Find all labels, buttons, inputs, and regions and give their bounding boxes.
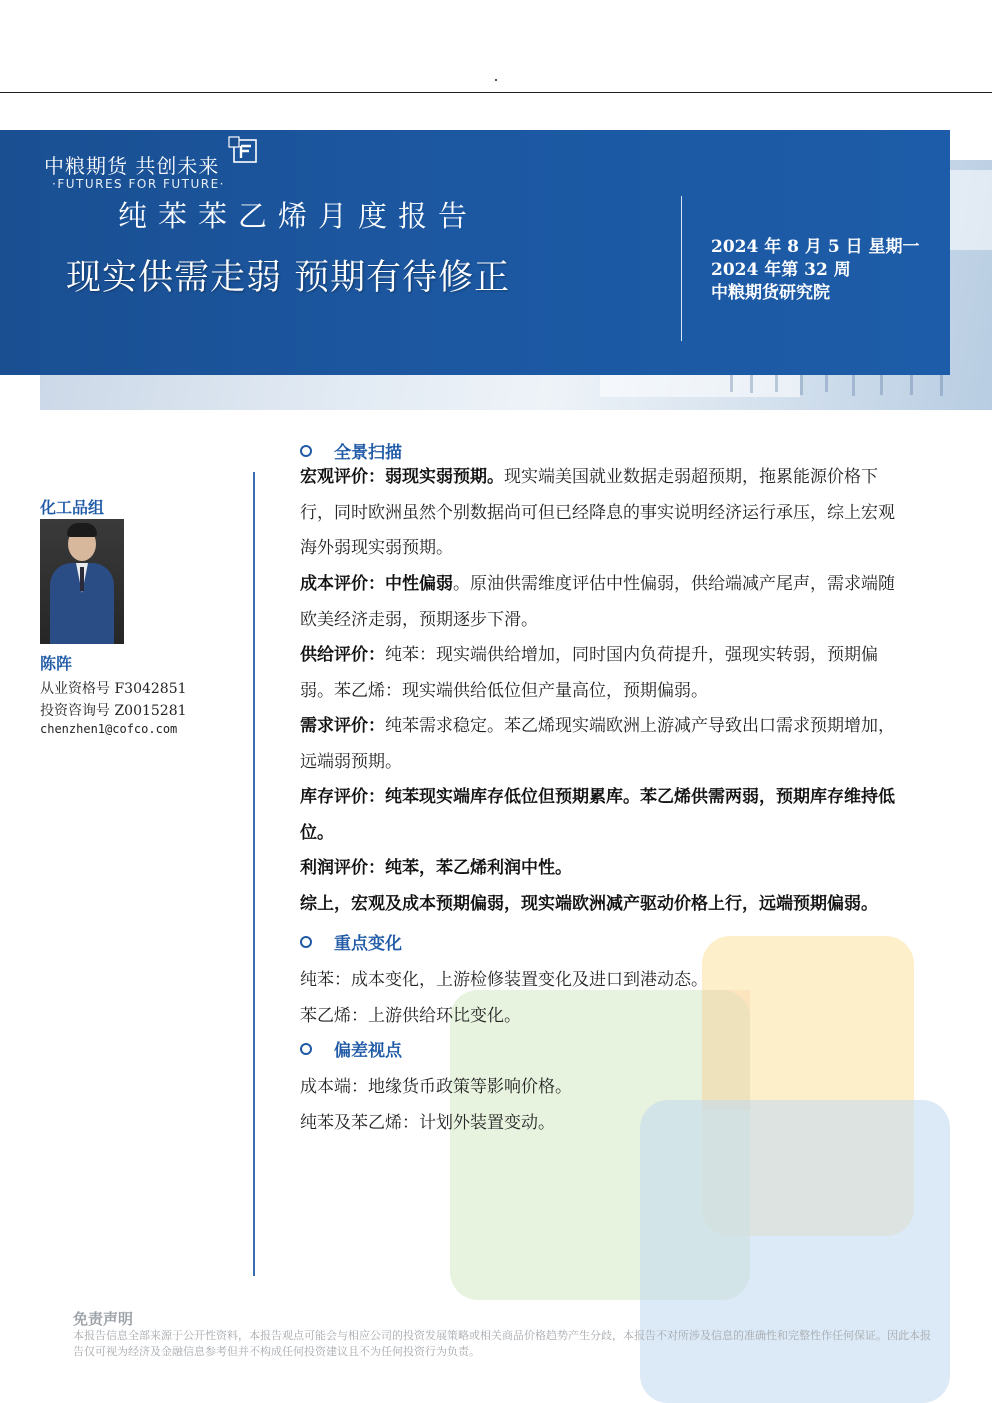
- overview-conclusion: 综上，宏观及成本预期偏弱，现实端欧洲减产驱动价格上行，远端预期偏弱。: [300, 894, 878, 914]
- section-heading-changes: 重点变化: [300, 929, 402, 954]
- author-email[interactable]: chenzhen1@cofco.com: [40, 722, 178, 736]
- group-label: 化工品组: [40, 498, 105, 517]
- author-photo: [40, 519, 124, 644]
- bullet-circle-icon: [300, 1043, 312, 1055]
- header-rule: [0, 92, 992, 93]
- change-line-benzene: 纯苯：成本变化，上游检修装置变化及进口到港动态。: [300, 970, 708, 990]
- disclaimer-title: 免责声明: [73, 1310, 134, 1328]
- top-dot: [495, 79, 497, 81]
- change-line-styrene: 苯乙烯：上游供给环比变化。: [300, 1006, 521, 1026]
- section-heading-deviation: 偏差视点: [300, 1036, 402, 1061]
- bullet-circle-icon: [300, 936, 312, 948]
- report-institute: 中粮期货研究院: [711, 283, 830, 303]
- profit-evaluation: 利润评价：纯苯，苯乙烯利润中性。: [300, 858, 572, 878]
- qualification-number: 从业资格号 F3042851: [40, 681, 187, 697]
- deviation-line-cost: 成本端：地缘货币政策等影响价格。: [300, 1077, 572, 1097]
- consulting-number: 投资咨询号 Z0015281: [40, 703, 187, 719]
- logo-text-en: ·FUTURES FOR FUTURE·: [52, 177, 225, 191]
- report-type: 纯苯苯乙烯月度报告: [118, 199, 479, 233]
- report-title: 现实供需走弱 预期有待修正: [66, 258, 511, 298]
- report-date: 2024 年 8 月 5 日 星期一: [711, 237, 920, 257]
- macro-evaluation: 宏观评价：弱现实弱预期。现实端美国就业数据走弱超预期，拖累能源价格下行，同时欧洲虽然个别数据尚可但已经降息的事实说明经济运行承压，综上宏观海外弱现实弱预期。: [300, 467, 895, 558]
- author-name: 陈阵: [40, 654, 73, 673]
- cost-evaluation: 成本评价：中性偏弱。原油供需维度评估中性偏弱，供给端减产尾声，需求端随欧美经济走弱，预期逐步下滑。: [300, 574, 895, 630]
- section-heading-overview: 全景扫描: [300, 438, 402, 463]
- decor-block-orange: [702, 990, 750, 1110]
- demand-evaluation: 需求评价：纯苯需求稳定。苯乙烯现实端欧洲上游减产导致出口需求预期增加，远端弱预期。: [300, 716, 895, 772]
- disclaimer-text: 本报告信息全部来源于公开性资料，本报告观点可能会与相应公司的投资发展策略或相关商品价格趋势产生分歧，本报告不对所涉及信息的准确性和完整性作任何保证。因此本报告仅可视为经济及金融信息参考但并不构成任何投资建议且不为任何投资行为负责。: [73, 1329, 931, 1358]
- bullet-circle-icon: [300, 445, 312, 457]
- logo-text-cn: 中粮期货 共创未来: [44, 154, 220, 178]
- report-week: 2024 年第 32 周: [711, 260, 851, 280]
- banner-divider: [681, 196, 682, 341]
- inventory-evaluation: 库存评价：纯苯现实端库存低位但预期累库。苯乙烯供需两弱，预期库存维持低位。: [300, 787, 895, 843]
- deviation-line-units: 纯苯及苯乙烯：计划外装置变动。: [300, 1113, 555, 1133]
- supply-evaluation: 供给评价：纯苯：现实端供给增加，同时国内负荷提升，强现实转弱，预期偏弱。苯乙烯：现实端供给低位但产量高位，预期偏弱。: [300, 645, 878, 701]
- cofco-logo-icon: [228, 136, 258, 164]
- sidebar-rule: [253, 472, 255, 1276]
